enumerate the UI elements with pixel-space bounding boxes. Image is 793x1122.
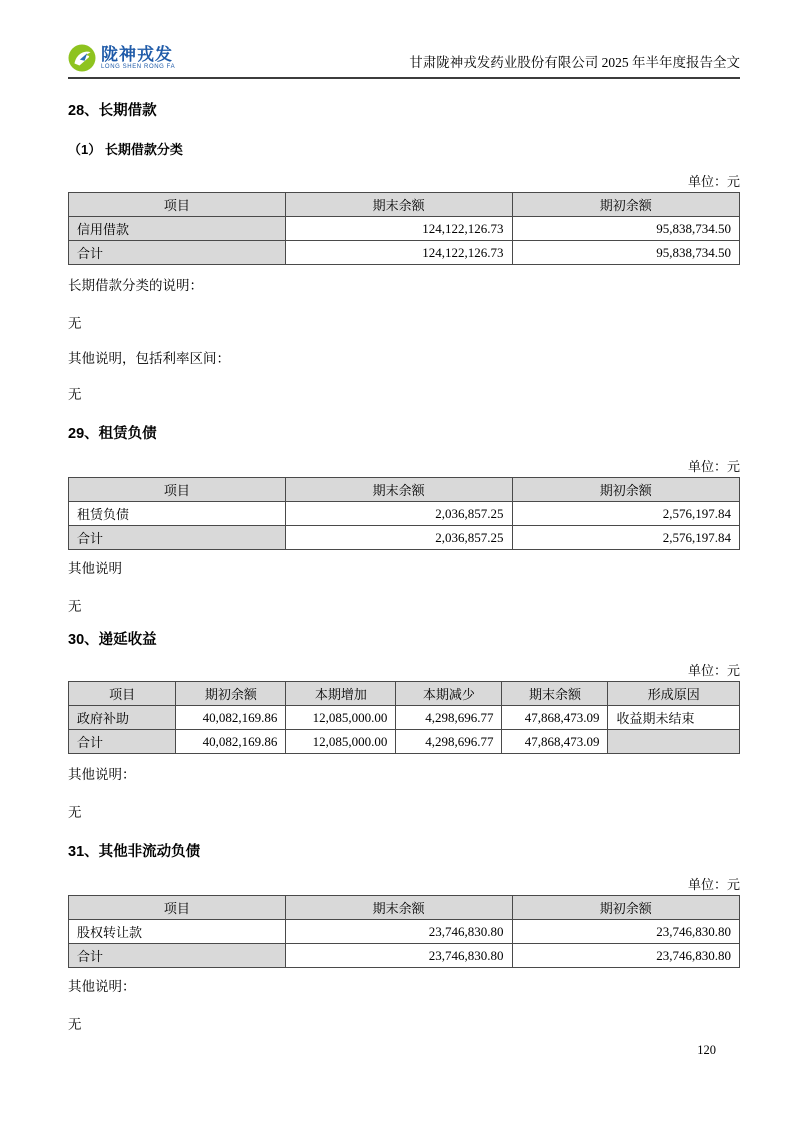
col-header-item: 项目 [69,896,286,920]
cell-beginning-balance: 95,838,734.50 [512,241,739,265]
table-header-row [69,896,740,920]
cell-beginning-balance: 40,082,169.86 [176,706,286,730]
section-29-heading: 29、租赁负债 [68,426,157,442]
section-28-subheading: （1） 长期借款分类 [68,142,183,157]
col-header-item: 项目 [69,478,286,502]
cell-item: 合计 [69,526,286,550]
cell-ending-balance: 124,122,126.73 [285,241,512,265]
note-label: 长期借款分类的说明： [68,278,203,293]
col-header-beginning-balance: 期初余额 [512,193,739,217]
section-30-heading: 30、递延收益 [68,632,157,648]
unit-label: 单位：元 [687,459,740,474]
cell-ending-balance: 23,746,830.80 [285,944,512,968]
cell-beginning-balance: 40,082,169.86 [176,730,286,754]
table-total-row [69,730,740,754]
col-header-ending-balance: 期末余额 [285,896,512,920]
cell-item: 政府补助 [69,706,176,730]
unit-label: 单位：元 [687,174,740,189]
table-header-row [69,478,740,502]
cell-ending-balance: 47,868,473.09 [502,706,608,730]
col-header-beginning-balance: 期初余额 [176,682,286,706]
cell-beginning-balance: 2,576,197.84 [512,526,739,550]
table-header-row [69,193,740,217]
cell-ending-balance: 2,036,857.25 [285,502,512,526]
brand-logo-icon [68,44,96,72]
cell-beginning-balance: 23,746,830.80 [512,920,739,944]
brand-name-cn: 陇神戎发 [101,44,173,64]
long-term-loans-table [68,192,740,265]
col-header-beginning-balance: 期初余额 [512,896,739,920]
lease-liabilities-table [68,477,740,550]
cell-item: 信用借款 [69,217,286,241]
cell-ending-balance: 124,122,126.73 [285,217,512,241]
cell-item: 合计 [69,944,286,968]
table-row [69,920,740,944]
col-header-ending-balance: 期末余额 [285,478,512,502]
note-value: 无 [68,599,82,614]
table-header-row [69,682,740,706]
table-total-row [69,944,740,968]
col-header-ending-balance: 期末余额 [502,682,608,706]
brand-name-en: LONG SHEN RONG FA [101,63,176,70]
cell-ending-balance: 2,036,857.25 [285,526,512,550]
cell-increase: 12,085,000.00 [286,706,396,730]
col-header-decrease: 本期减少 [396,682,502,706]
page-number: 120 [697,1043,716,1057]
col-header-item: 项目 [69,193,286,217]
cell-item: 股权转让款 [69,920,286,944]
col-header-beginning-balance: 期初余额 [512,478,739,502]
note-label: 其他说明： [68,979,136,994]
cell-reason: 收益期未结束 [608,706,740,730]
cell-item: 合计 [69,730,176,754]
cell-beginning-balance: 2,576,197.84 [512,502,739,526]
cell-ending-balance: 23,746,830.80 [285,920,512,944]
col-header-ending-balance: 期末余额 [285,193,512,217]
note-value: 无 [68,1017,82,1032]
cell-beginning-balance: 23,746,830.80 [512,944,739,968]
note-value: 无 [68,387,82,402]
table-row [69,706,740,730]
note-value: 无 [68,316,82,331]
cell-decrease: 4,298,696.77 [396,706,502,730]
note-value: 无 [68,805,82,820]
brand-logo [68,44,175,72]
table-total-row [69,241,740,265]
deferred-income-table [68,681,740,754]
other-noncurrent-liabilities-table [68,895,740,968]
cell-beginning-balance: 95,838,734.50 [512,217,739,241]
table-total-row [69,526,740,550]
table-row [69,217,740,241]
document-title: 甘肃陇神戎发药业股份有限公司 2025 年半年度报告全文 [409,55,740,70]
cell-ending-balance: 47,868,473.09 [502,730,608,754]
note-label: 其他说明 [68,561,122,576]
cell-reason [608,730,740,754]
cell-decrease: 4,298,696.77 [396,730,502,754]
unit-label: 单位：元 [687,663,740,678]
cell-increase: 12,085,000.00 [286,730,396,754]
col-header-item: 项目 [69,682,176,706]
page-header [68,0,740,79]
cell-item: 合计 [69,241,286,265]
unit-label: 单位：元 [687,877,740,892]
cell-item: 租赁负债 [69,502,286,526]
note-label: 其他说明，包括利率区间： [68,351,230,366]
brand-text [101,46,175,71]
table-row [69,502,740,526]
note-label: 其他说明： [68,767,136,782]
section-28-heading: 28、长期借款 [68,103,157,119]
col-header-reason: 形成原因 [608,682,740,706]
col-header-increase: 本期增加 [286,682,396,706]
section-31-heading: 31、其他非流动负债 [68,844,201,860]
